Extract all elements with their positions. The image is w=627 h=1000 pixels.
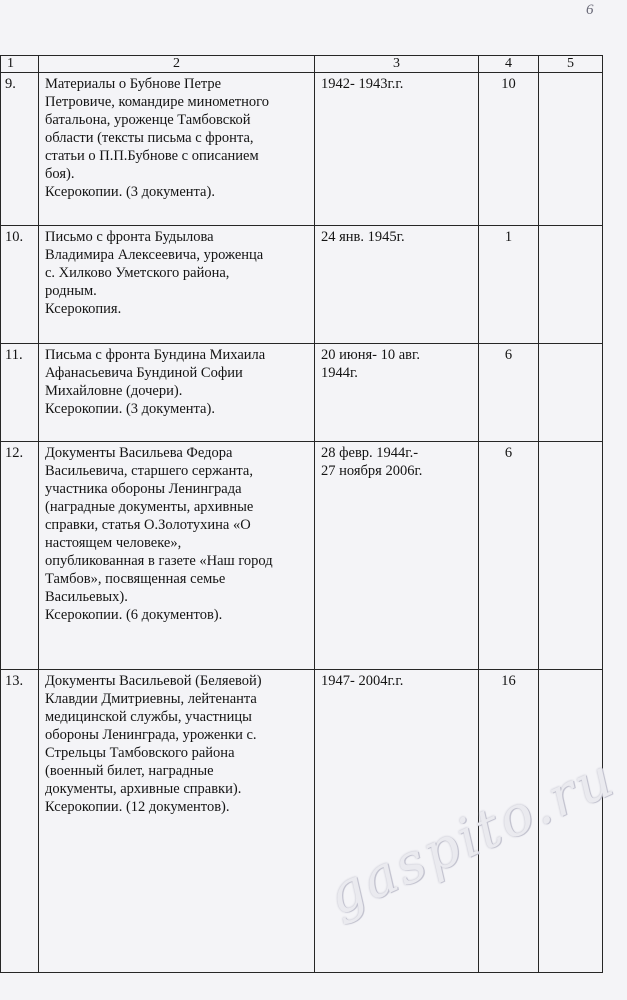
header-cell-4: 4	[479, 56, 539, 73]
row-extra	[539, 226, 603, 344]
date-line: 27 ноября 2006г.	[321, 463, 423, 479]
description-line: Клавдии Дмитриевны, лейтенанта	[45, 691, 257, 707]
row-count: 6	[479, 442, 539, 670]
description-line: с. Хилково Уметского района,	[45, 265, 230, 281]
description-line: Владимира Алексеевича, уроженца	[45, 247, 264, 263]
row-description	[39, 344, 315, 442]
description-line: Ксерокопии. (12 документов).	[45, 799, 230, 815]
description-line: Михайловне (дочери).	[45, 383, 183, 399]
description-line: родным.	[45, 283, 97, 299]
row-count: 10	[479, 73, 539, 226]
description-line: Афанасьевича Бундиной Софии	[45, 365, 243, 381]
description-line: Васильевича, старшего сержанта,	[45, 463, 253, 479]
site-watermark: gaspito.ru	[318, 744, 625, 928]
description-line: Ксерокопии. (3 документа).	[45, 401, 215, 417]
description-line: (военный билет, наградные	[45, 763, 214, 779]
description-line: (наградные документы, архивные	[45, 499, 254, 515]
description-line: статьи о П.П.Бубнове с описанием	[45, 148, 259, 164]
date-line: 20 июня- 10 авг.	[321, 347, 420, 363]
row-dates	[315, 442, 479, 670]
description-line: обороны Ленинграда, уроженки с.	[45, 727, 257, 743]
header-cell-5: 5	[539, 56, 603, 73]
description-line: Васильевых).	[45, 589, 128, 605]
row-count: 6	[479, 344, 539, 442]
description-line: настоящем человеке»,	[45, 535, 182, 551]
row-number: 10.	[1, 226, 39, 344]
description-line: Петровиче, командире минометного	[45, 94, 269, 110]
row-number: 12.	[1, 442, 39, 670]
row-description	[39, 442, 315, 670]
date-line: 1944г.	[321, 365, 358, 381]
header-cell-3: 3	[315, 56, 479, 73]
row-extra	[539, 73, 603, 226]
description-line: участника обороны Ленинграда	[45, 481, 242, 497]
table-row	[1, 442, 603, 670]
row-number: 13.	[1, 670, 39, 973]
date-line: 1942- 1943г.г.	[321, 76, 404, 92]
header-row	[1, 56, 603, 73]
page-number: 6	[586, 2, 594, 18]
row-dates	[315, 344, 479, 442]
row-extra	[539, 442, 603, 670]
row-description	[39, 226, 315, 344]
description-line: Письмо с фронта Будылова	[45, 229, 214, 245]
description-line: Письма с фронта Бундина Михаила	[45, 347, 266, 363]
table-row	[1, 344, 603, 442]
header-cell-2: 2	[39, 56, 315, 73]
row-extra	[539, 344, 603, 442]
row-dates	[315, 73, 479, 226]
date-line: 24 янв. 1945г.	[321, 229, 405, 245]
date-line: 28 февр. 1944г.-	[321, 445, 419, 461]
description-line: Документы Васильева Федора	[45, 445, 233, 461]
description-line: Материалы о Бубнове Петре	[45, 76, 222, 92]
description-line: Ксерокопии. (3 документа).	[45, 184, 215, 200]
description-line: боя).	[45, 166, 75, 182]
row-dates	[315, 226, 479, 344]
description-line: Документы Васильевой (Беляевой)	[45, 673, 262, 689]
row-count: 1	[479, 226, 539, 344]
row-description	[39, 73, 315, 226]
row-number: 11.	[1, 344, 39, 442]
description-line: документы, архивные справки).	[45, 781, 242, 797]
row-number: 9.	[1, 73, 39, 226]
description-line: батальона, уроженце Тамбовской	[45, 112, 251, 128]
header-cell-1: 1	[1, 56, 39, 73]
row-count: 16	[479, 670, 539, 973]
row-description	[39, 670, 315, 973]
description-line: Ксерокопия.	[45, 301, 122, 317]
description-line: Тамбов», посвященная семье	[45, 571, 226, 587]
description-line: Ксерокопии. (6 документов).	[45, 607, 223, 623]
table-row	[1, 73, 603, 226]
description-line: медицинской службы, участницы	[45, 709, 252, 725]
description-line: справки, статья О.Золотухина «О	[45, 517, 251, 533]
description-line: опубликованная в газете «Наш город	[45, 553, 273, 569]
date-line: 1947- 2004г.г.	[321, 673, 404, 689]
description-line: области (тексты письма с фронта,	[45, 130, 254, 146]
table-row	[1, 226, 603, 344]
description-line: Стрельцы Тамбовского района	[45, 745, 235, 761]
